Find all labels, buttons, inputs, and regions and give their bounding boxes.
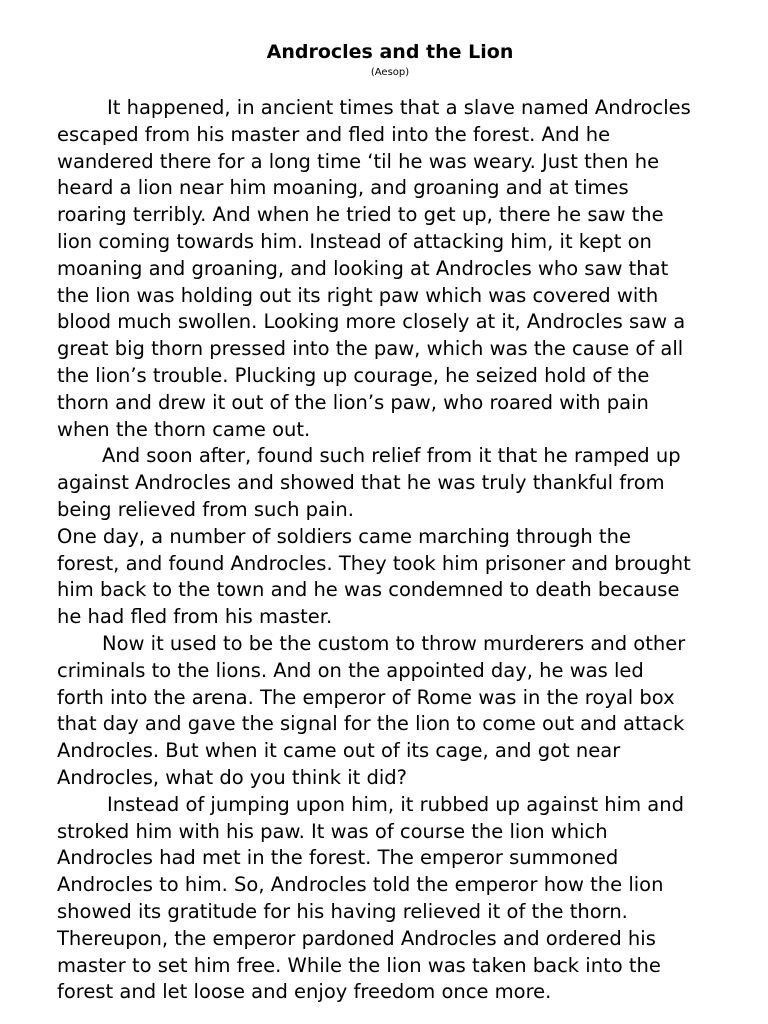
text-line: Androcles had met in the forest. The emperor summoned: [57, 846, 619, 870]
text-line: forest, and found Androcles. They took him prisoner and brought: [57, 551, 691, 575]
text-line: Androcles to him. So, Androcles told the emperor how the lion: [57, 873, 664, 897]
text-line: moaning and groaning, and looking at Androcles who saw that: [57, 256, 669, 280]
text-line: great big thorn pressed into the paw, which was the cause of all: [57, 337, 684, 361]
text-line: And soon after, found such relief from it that he ramped up: [102, 444, 681, 468]
text-line: Now it used to be the custom to throw murderers and other: [102, 631, 686, 655]
text-line: the lion was holding out its right paw which was covered with: [57, 283, 659, 307]
text-line: forest and let loose and enjoy freedom once more.: [57, 980, 552, 1004]
text-line: master to set him free. While the lion was taken back into the: [57, 953, 661, 977]
text-line: One day, a number of soldiers came marching through the: [57, 524, 631, 548]
text-line: that day and gave the signal for the lion to come out and attack: [57, 712, 685, 736]
text-line: Androcles. But when it came out of its cage, and got near: [57, 739, 621, 763]
text-line: escaped from his master and fled into the forest. And he: [57, 122, 611, 146]
text-line: forth into the arena. The emperor of Rome was in the royal box: [57, 685, 675, 709]
text-line: the lion’s trouble. Plucking up courage, he seized hold of the: [57, 363, 650, 387]
text-line: lion coming towards him. Instead of attacking him, it kept on: [57, 229, 652, 253]
document-author: (Aesop): [370, 67, 410, 78]
text-line: It happened, in ancient times that a slave named Androcles: [107, 96, 691, 119]
text-line: being relieved from such pain.: [57, 497, 354, 521]
text-line: blood much swollen. Looking more closely at it, Androcles saw a: [57, 310, 686, 334]
text-line: showed its gratitude for his having relieved it of the thorn.: [57, 899, 628, 923]
text-line: against Androcles and showed that he was truly thankful from: [57, 471, 665, 495]
text-line: criminals to the lions. And on the appointed day, he was led: [57, 658, 644, 682]
text-line: roaring terribly. And when he tried to get up, there he saw the: [57, 203, 664, 227]
story-body: [57, 95, 737, 1006]
text-line: Androcles, what do you think it did?: [57, 765, 407, 789]
text-line: he had fled from his master.: [57, 605, 333, 629]
text-line: Instead of jumping upon him, it rubbed up against him and: [107, 792, 684, 816]
text-line: heard a lion near him moaning, and groaning and at times: [57, 176, 629, 200]
text-line: wandered there for a long time ‘til he was weary. Just then he: [57, 149, 660, 173]
text-line: when the thorn came out.: [57, 417, 311, 441]
text-line: thorn and drew it out of the lion’s paw, who roared with pain: [57, 390, 649, 414]
document-title: Androcles and the Lion: [266, 41, 514, 63]
text-line: him back to the town and he was condemned to death because: [57, 578, 680, 602]
text-line: Thereupon, the emperor pardoned Androcles and ordered his: [57, 926, 656, 950]
text-line: stroked him with his paw. It was of course the lion which: [57, 819, 608, 843]
